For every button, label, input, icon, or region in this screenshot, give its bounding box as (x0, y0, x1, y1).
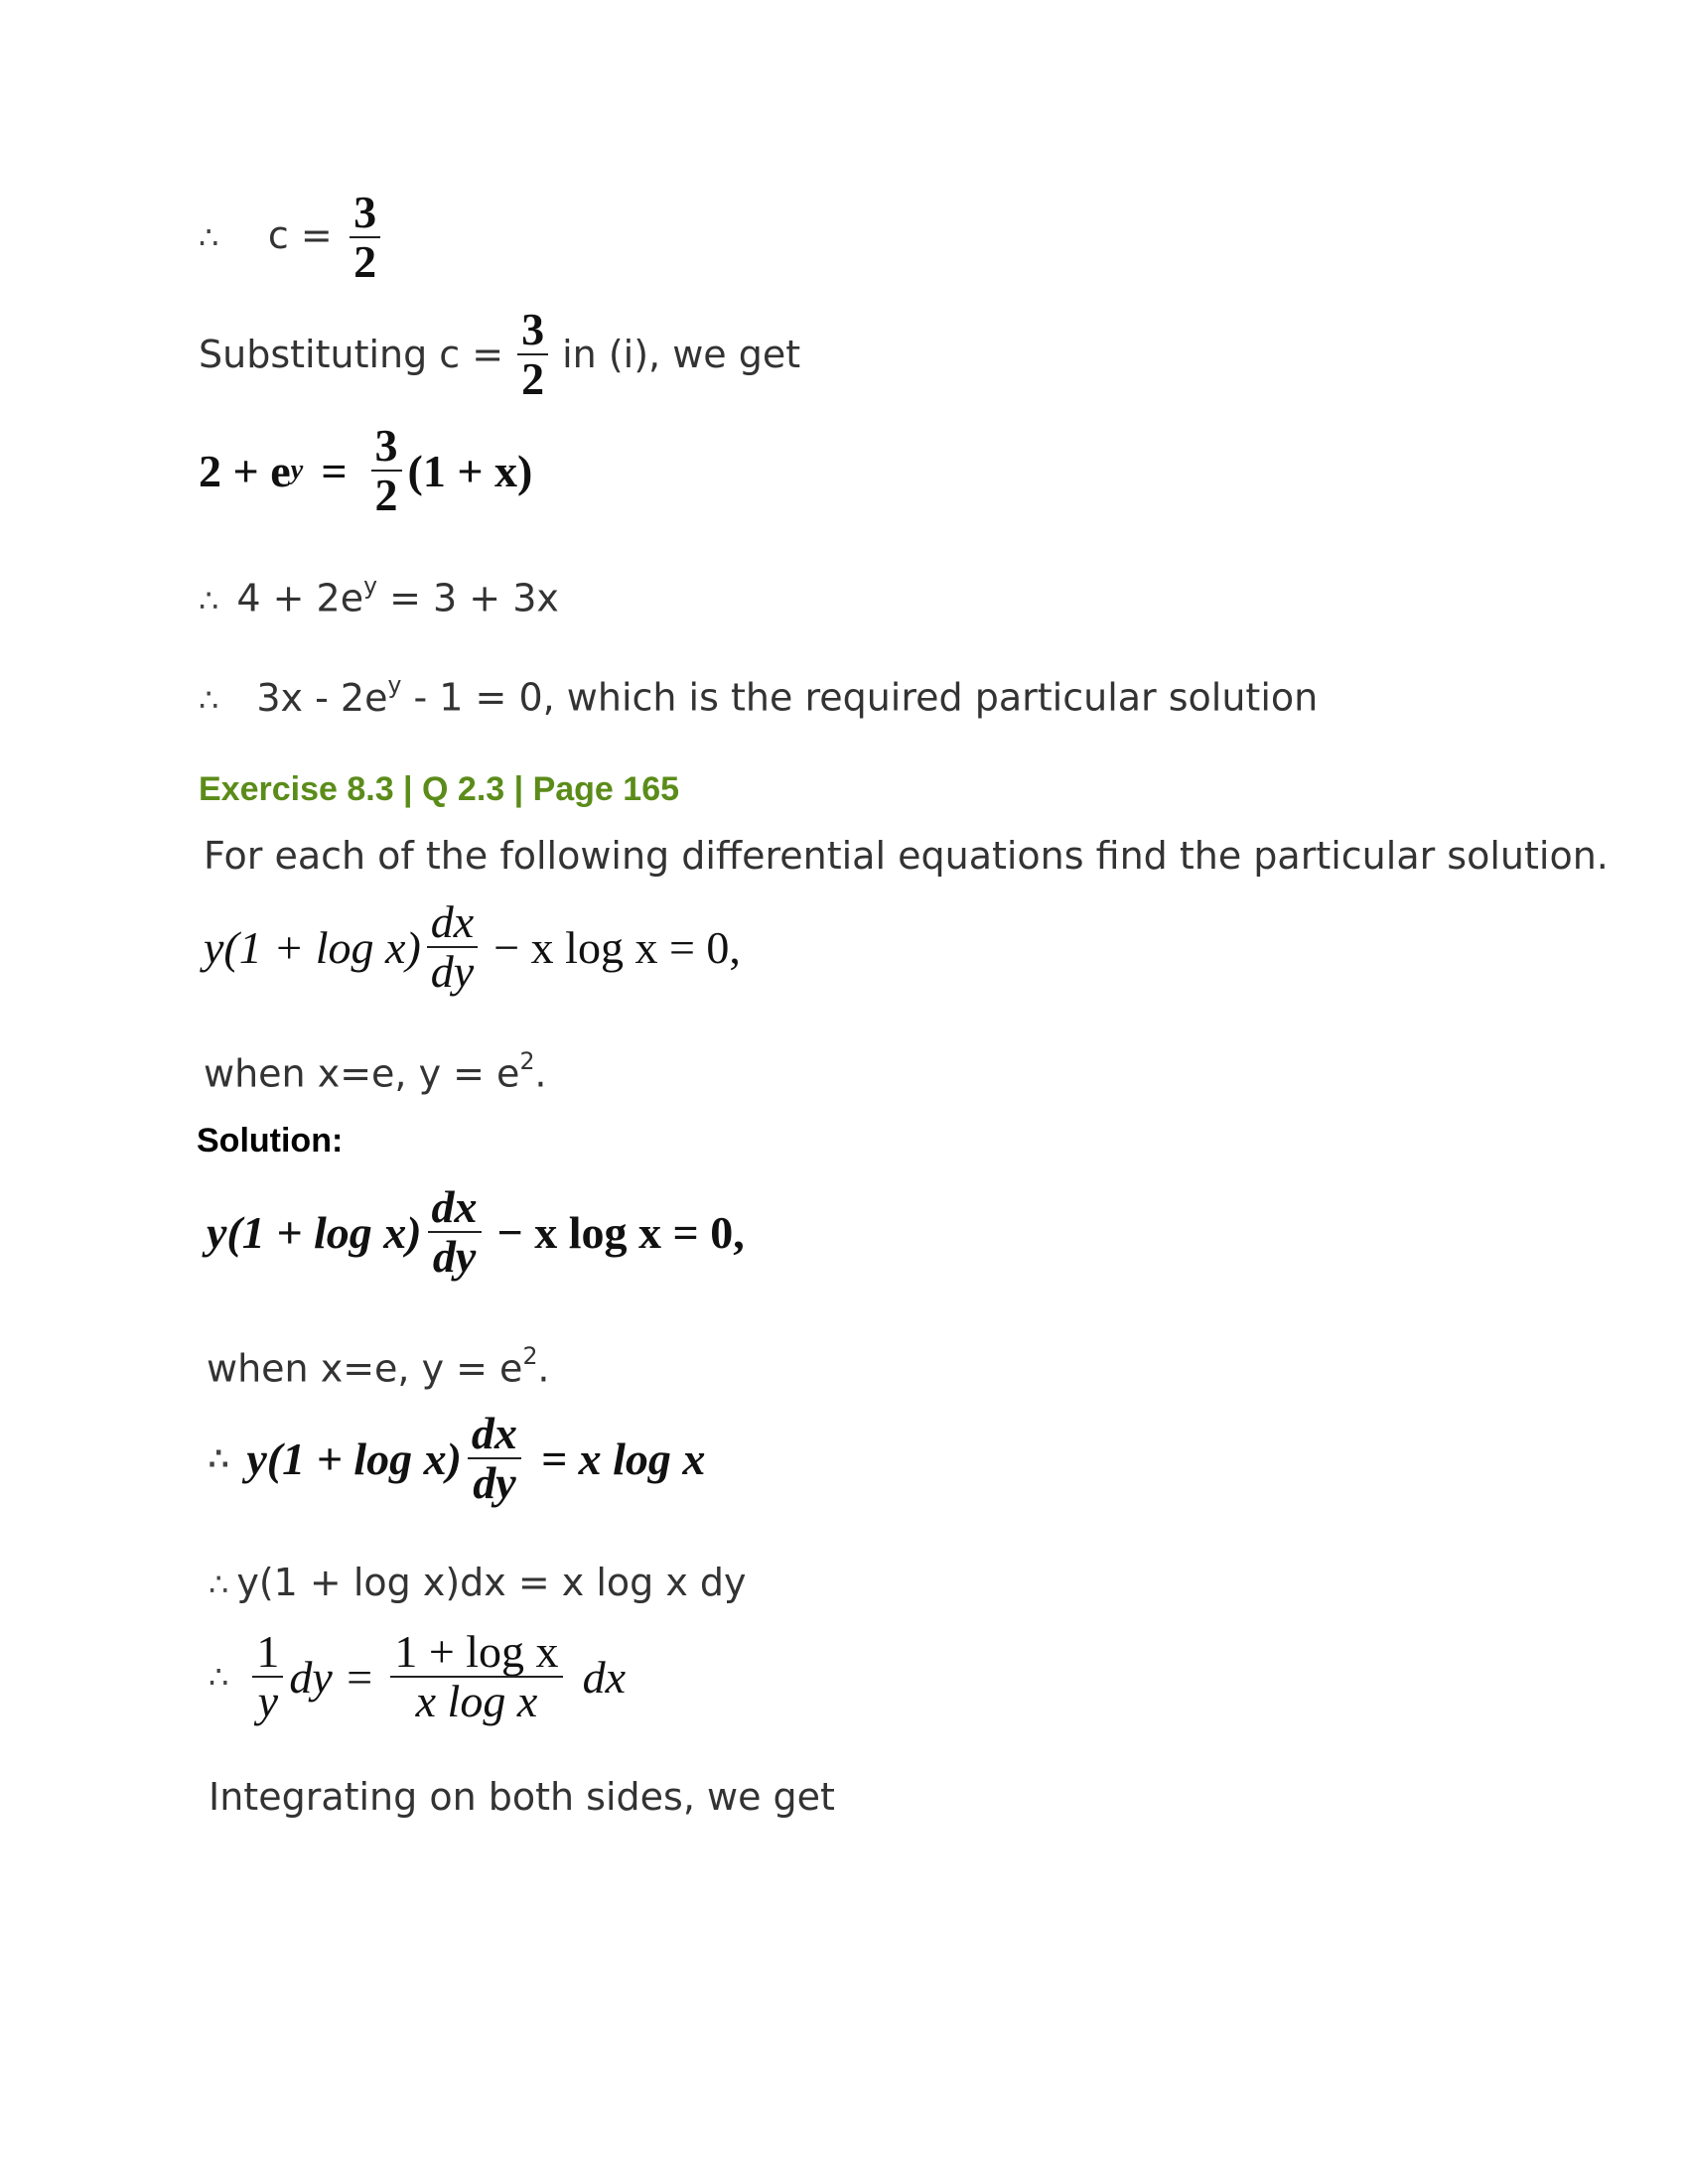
solution-step-1 (209, 1410, 705, 1508)
equation-lhs: y(1 + log x) (246, 1433, 462, 1484)
fraction-dx-over-dy: $\frac{dx}{dy}$ (427, 898, 478, 997)
equation-rhs: − x log x = 0, (493, 921, 741, 973)
exponent-y: y (387, 671, 402, 699)
exponent-2: 2 (519, 1047, 535, 1075)
therefore-symbol: ∴ (209, 1659, 229, 1696)
substitution-prefix: Substituting c = (199, 333, 504, 377)
exponent-y: y (290, 455, 304, 486)
condition-text: when x=e, y = e (204, 1051, 520, 1096)
equation-lhs: y(1 + log x) (204, 921, 421, 973)
condition-period: . (537, 1346, 550, 1391)
therefore-symbol: ∴ (199, 581, 219, 619)
equation-rhs: = x log x (540, 1433, 706, 1484)
solution-step-3 (209, 1628, 626, 1726)
equation-rhs: (1 + x) (407, 445, 533, 496)
step-text: y(1 + log x)dx = x log x dy (236, 1561, 747, 1604)
condition-text: when x=e, y = e (207, 1346, 523, 1391)
equation-lhs: 2 + e (199, 445, 291, 496)
substitution-suffix: in (i), we get (562, 333, 801, 377)
particular-solution-line (199, 671, 1318, 720)
therefore-symbol: ∴ (209, 1440, 229, 1477)
solution-equation (207, 1183, 745, 1282)
therefore-symbol: ∴ (199, 680, 219, 719)
equation-lhs: y(1 + log x) (207, 1206, 422, 1258)
equals-sign: = (321, 445, 348, 496)
exponent-2: 2 (522, 1342, 538, 1370)
solution-step-4: Integrating on both sides, we get (209, 1775, 835, 1819)
fraction-3-over-2: $\frac{3}{2}$ (371, 422, 402, 520)
condition-period: . (534, 1051, 547, 1096)
question-prompt: For each of the following differential equations find the particular solution. (204, 834, 1609, 878)
exponent-y: y (363, 572, 378, 600)
question-condition (204, 1047, 547, 1096)
c-equals-label: c = (267, 212, 333, 257)
step-text-pre: 4 + 2e (236, 576, 364, 620)
exercise-header[interactable]: Exercise 8.3 | Q 2.3 | Page 165 (199, 770, 680, 808)
fraction-3-over-2: $\frac{3}{2}$ (517, 306, 548, 404)
question-equation (204, 898, 741, 997)
fraction-1-over-y: $\frac{1}{y}$ (252, 1628, 283, 1726)
step-text-post: = 3 + 3x (389, 576, 559, 620)
equation-2-plus-ey (199, 422, 532, 520)
c-value-line (199, 189, 386, 287)
step-4-plus-2ey (199, 572, 559, 620)
step-text-pre: 3x - 2e (256, 675, 388, 720)
fraction-3-over-2: $\frac{3}{2}$ (350, 189, 380, 287)
step-text-post: - 1 = 0, which is the required particular solution (413, 675, 1319, 720)
substitution-line (199, 306, 800, 404)
solution-condition (207, 1342, 550, 1391)
equation-rhs: − x log x = 0, (496, 1206, 745, 1258)
dx-term: dx (582, 1651, 626, 1703)
dy-equals: dy = (289, 1651, 375, 1703)
therefore-symbol: ∴ (209, 1566, 229, 1603)
fraction-dx-over-dy: $\frac{dx}{dy}$ (468, 1410, 521, 1508)
solution-step-2 (209, 1561, 747, 1604)
fraction-dx-over-dy: $\frac{dx}{dy}$ (428, 1183, 482, 1282)
therefore-symbol: ∴ (199, 218, 219, 255)
fraction-1-plus-logx-over-xlogx: $\frac{\text{1 + log x}}{\text{x log x}}$ (390, 1628, 562, 1726)
solution-label: Solution: (197, 1122, 344, 1160)
